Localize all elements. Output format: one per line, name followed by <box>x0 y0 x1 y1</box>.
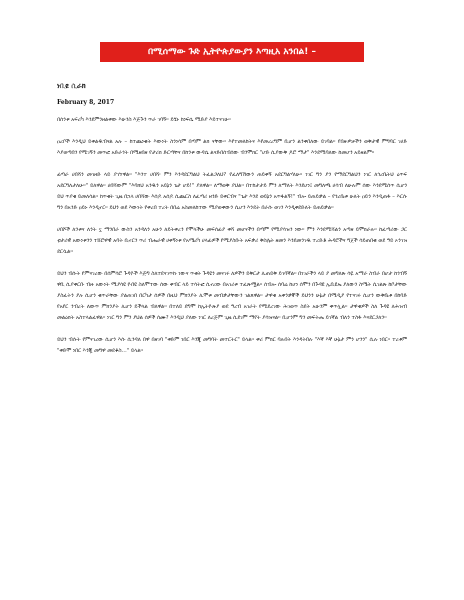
paragraph: በሰንቱ አፍሪካ እንደምንዘልቀው እሁንስ እጅጉን ጥራ ገባኝ፡፡ ይሄኑ ከነፍሴ ሚድያ እይተናገሁ፡፡ <box>57 117 231 123</box>
paragraph: ይህን ብሱት የምናገረው ሲሆን እሱ ሲንዳለ በዋ በዘገባ "ቀድም ነበር እንጂ መግባት መተርትር" ይላል፡፡ ቀሪ ምክር ባሉበት እንዳትበሉ "እኛ እኛ ሁኔታ ምን ሆንን" ሲሉ ነበር፡፡ ተረቱም "ቀድሞ ነበር እንጂ መግዋ መደቆስ…" ይላል፡፡ <box>57 337 407 354</box>
article-body <box>57 115 407 368</box>
paragraph: ፊጣራ ሀበሻን መገዘድ ላይ ያገኘዋል፡፡ "እንተ ሀበሻ፡ ምን እንዳደርግልህ ትፈልጋለህ? የፈለግኸውን ጠይቀኝ አደርግልሃለሁ፡፡ ነገር ግን ያን የማደርግልህን ነገር ለጎረቤትህ ዕጥፍ አደርግለታለሁ፡፡" ይለዋል፡፡ ሀበሻውም "እባክህ አንዱን አይኔን ጌታ ሆይ!" ያለዋል። ለማወቅ ያህል። በተከታታይ ምን ለማለት እንደሆነ፤ መግለጫ ሀሳብ ለሁሉም ሰው እንደሚሰጥ ሲሆን ይህ ጥያቄ ይመለሳል፡፡ ከጥቂት ጊዜ በኋላ ሀበሻው እሰዶ አሰዶ ሲጨርስ ለፈጣሪ ዘንድ ይቀርብና "ጌታ እንደ ወይኔን አጥፋልኝ!" ብሎ ይጠይቃል – የጎረቤቱ ሁለት ዐይን እንዲጠፋ – እርሱ ግን በአንድ ዐይኑ እንዲኖር፡፡ ይህን ወደ እውነት የቀረበ ተረት በበሬ አስመለከተው ሚያወቀውን ሲሆን እንዴት በራሱ ወገን እንዲቀደድለት ይጠይቃል፡፡ <box>57 172 407 211</box>
paragraph: ሀበሾች ለንቱና ለንት ኗ ማንበራ ውስን አንዳለን አሁን ለይትቀረን የሞላችሁ መፍሰፊያ ቀሻ መሆናችን በጣም የሚያሳዝን ነው፡፡ ምን እንደሚሻልን አጣዘ ይሞክራሉ፡፡ ከፈጣሪው ጋር ቲታሪዊ አውነቱንን ተሸሮዋዊ አባት ቢኖርን ጥሪ ብሔራዊ ሀቀኝነቱ የአሜሪካ ሀላፊዎች የሚያስቡት አፍቃሪ ቅስሌት ዘመን እንደመንገዱ ተረድቶ ሕዳሮችና ግጀች ሳይጠበቁ ወደ ዓይ ኦንገዝ ደርሷል፡፡ <box>57 227 407 255</box>
author-name: ነቢዩ ሲራክ <box>57 82 86 90</box>
publish-date: February 8, 2017 <box>57 99 115 106</box>
paragraph: ዐረቦች እንዲህ ይቀልዱብናል አሉ – ከተጨነቁት እውነት ስንነሳም በጣም ልክ ናቸው፡፡ እየተመለከትና እየመረረግም ቢሆን ልንቀበለው ይገባል፡፡ የበዙዎቻችን ወቅታዊ ምግባር ገሀድ እያወጣበን የሚገኝን መጥፎ አድራጎት በሚዘበዘ የታሪክ ድርጣቸና በከንቱ ውዳሴ ልናድበሰብሰው ብንሞክር "ሆድ ሲያውቅ ዶሮ ማታ" እንደሚባለው ከመሆን አይዘልም፡፡ <box>57 139 407 156</box>
paragraph: ይህን ብሱት የምናገረው በሰምሳሮ ጉዳዮች እጅግ ስለተደናገጥኩ ነውና ጥቂት ጉዳዩን መናገሩ ለዎችን ይቅርታ ሊጠይቅ ይገባኛል፡፡ በነገራችን ላይ ያ መግለጽ ሳዬ አማራ ስብራ በሆታ ከጎብኝ ዋቢ ሲያቀርቡ ብዙ አውነት ሚያሳዩ ዮበዩ ስለሞተው ሰው ቀብር ላይ ተሳትፎ ሲኖረው በአገሪቱ ተፈጽሟል፡፡ ሰብሎ ሰባሬ ከሆነ ሰሞን በጉዳዩ ኢቢዩኤ ያለውን ስሜት ሲገልጽ ከቦታቸው ያስፈትን ያሉ ሲሆን ቁጥራቸው ያልጠገበ በርካታ ሰዎች በዚህ ምክንያት ሊሞቱ መብቃታቸውን ገልጸዋል፡፡ ታዋቂ አቀንቃኞች ይህንን ሁኔታ በሚዲያ የተናገሩ ሲሆን ውቅቤቱ በከባድ የአየር ንብረት ለውጥ ምክንያት ሊሆን ይችላል ብለዋል። በተለይ ደግሞ ከኢትዮጵያ ወደ ዓረብ አገራት የሚደረገው ሕገወጥ ስደት አሁንም ቀጥሏል፡፡ ታዋቂዎች ስለ ጉዳዩ ለሕዝብ መልዕክት አስተላልፈዋል። ነገር ግን ምን ያህል ሰዎች ሰሙ? እንዲህ ያለው ነገር ለረጅም ጊዜ ሲደገም ማየት ያሳዝናል። ቢሆንም ግን መፍትሔ ይገኛል ብለን ተስፋ እናደርጋለን። <box>57 271 407 321</box>
article-title: በሚሰማው ጉድ ኢትዮጵያውያን እጣዚአ አንበል! – <box>100 42 364 62</box>
